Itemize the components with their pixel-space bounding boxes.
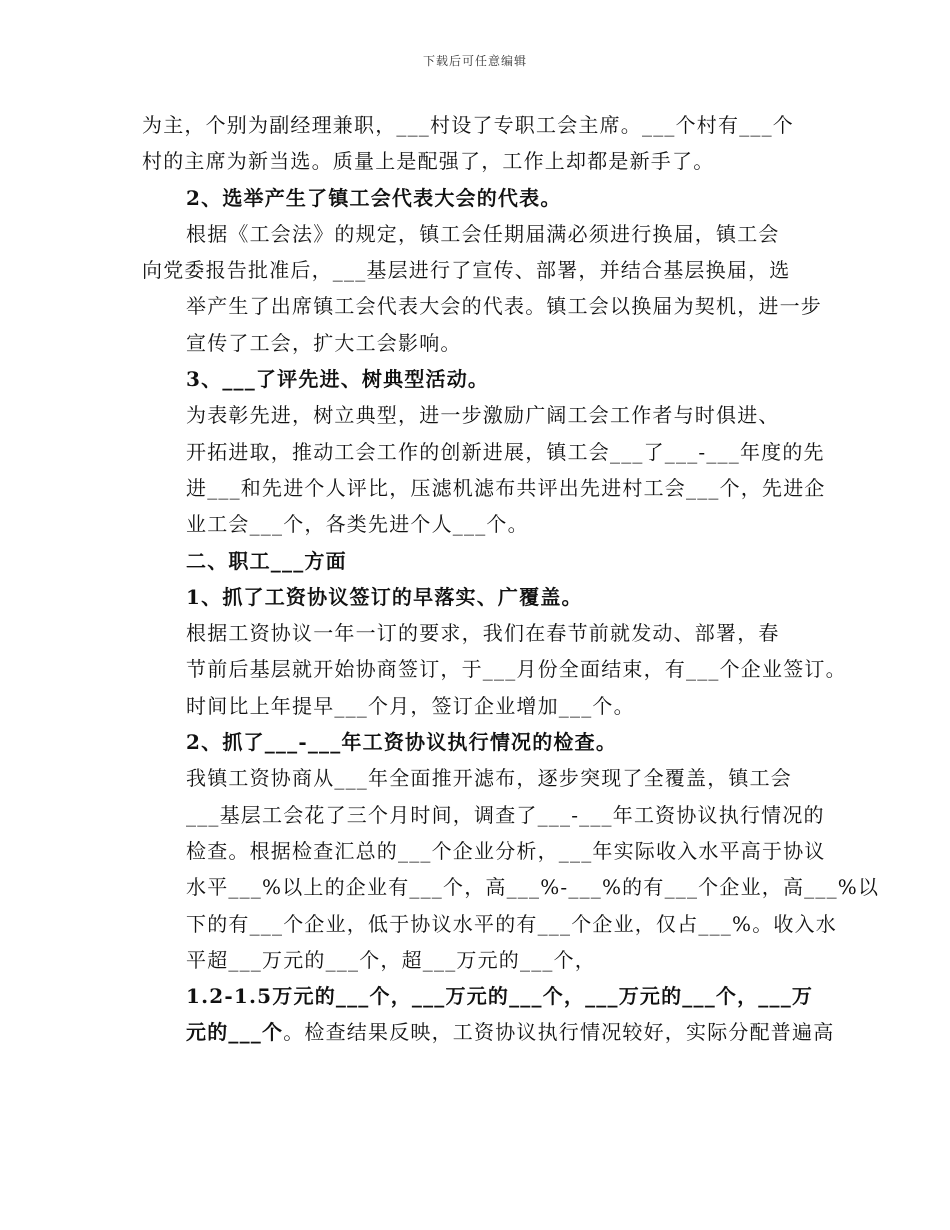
text-line: 为主，个别为副经理兼职，___村设了专职工会主席。___个村有___个 (142, 113, 794, 137)
text-line: 平超___万元的___个，超___万元的___个， (186, 947, 596, 972)
bold-fragment: 元的___个 (186, 1020, 284, 1045)
heading-text: 二、职工___方面 (186, 548, 347, 573)
text-line: 为表彰先进，树立典型，进一步激励广阔工会工作者与时俱进、 (186, 403, 780, 428)
text-line: 根据《工会法》的规定，镇工会任期届满必须进行换届，镇工会 (186, 221, 780, 246)
heading-text: 1、抓了工资协议签订的早落实、广覆盖。 (186, 584, 583, 609)
text-line: 村的主席为新当选。质量上是配强了，工作上却都是新手了。 (142, 149, 715, 174)
text-line: 业工会___个，各类先进个人___个。 (186, 512, 529, 537)
section-heading (142, 361, 814, 397)
text-line: 下的有___个企业，低于协议水平的有___个企业，仅占___%。收入水 (186, 911, 838, 936)
text-line-bold: 1.2-1.5万元的___个，___万元的___个，___万元的___个，___万 (186, 984, 814, 1009)
text-line: ___基层工会花了三个月时间，调查了___-___年工资协议执行情况的 (186, 802, 825, 827)
text-line (142, 1014, 835, 1050)
text-line: 我镇工资协商从___年全面推开滤布，逐步突现了全覆盖，镇工会 (186, 766, 792, 791)
text-line: 举产生了出席镇工会代表大会的代表。镇工会以换届为契机，进一步 (186, 294, 822, 319)
section-heading (142, 724, 814, 760)
text-line: 根据工资协议一年一订的要求，我们在春节前就发动、部署，春 (186, 621, 780, 646)
page-header: 下载后可任意编辑 (422, 54, 527, 68)
section-heading (142, 579, 814, 615)
paragraph-income-summary (142, 978, 835, 1051)
paragraph-intro (142, 107, 814, 180)
paragraph-wage-agreement (142, 615, 847, 724)
text-line: 向党委报告批准后，___基层进行了宣传、部署，并结合基层换届，选 (142, 258, 791, 283)
document-body (142, 107, 880, 1051)
text-line: 节前后基层就开始协商签订，于___月份全面结束，有___个企业签订。 (186, 657, 847, 682)
section-heading (142, 543, 814, 579)
text-line: 水平___%以上的企业有___个，高___%-___%的有___个企业，高___%以 (186, 875, 880, 900)
section-heading (142, 180, 814, 216)
text-line: 时间比上年提早___个月，签订企业增加___个。 (186, 693, 635, 718)
heading-text: 2、选举产生了镇工会代表大会的代表。 (186, 185, 562, 210)
normal-fragment: 。检查结果反映，工资协议执行情况较好，实际分配普遍高 (283, 1020, 835, 1045)
paragraph-election (142, 216, 822, 361)
text-line: 进___和先进个人评比，压滤机滤布共评出先进村工会___个，先进企 (186, 475, 826, 500)
heading-text: 3、___了评先进、树典型活动。 (186, 367, 490, 392)
paragraph-awards (142, 397, 826, 542)
text-line: 宣传了工会，扩大工会影响。 (186, 330, 462, 355)
text-line: 检查。根据检查汇总的___个企业分析，___年实际收入水平高于协议 (186, 838, 826, 863)
heading-text: 2、抓了___-___年工资协议执行情况的检查。 (186, 730, 618, 755)
text-line: 开拓进取，推动工会工作的创新进展，镇工会___了___-___年度的先 (186, 439, 825, 464)
paragraph-inspection (142, 760, 880, 978)
